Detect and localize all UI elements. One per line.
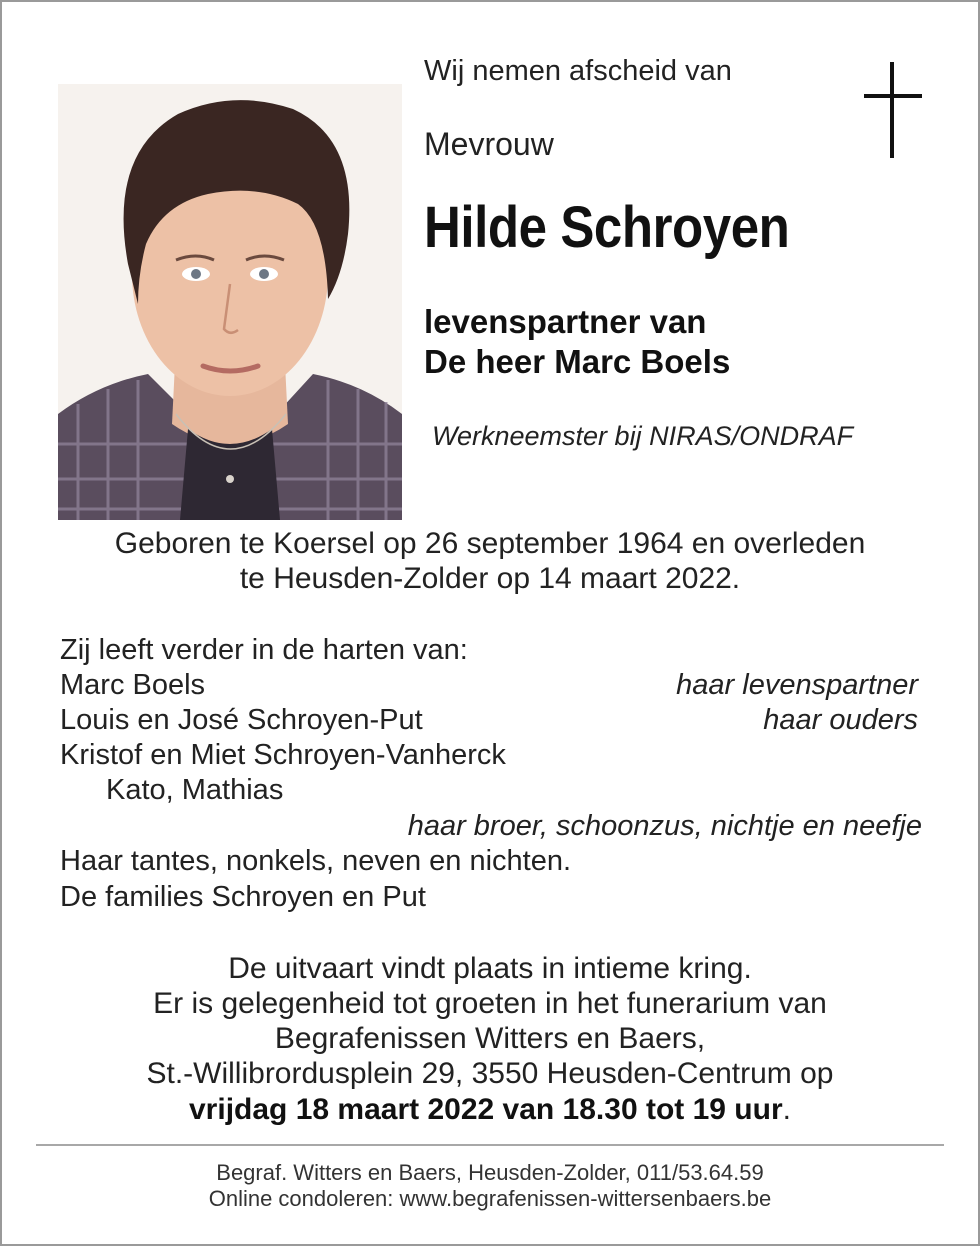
portrait-photo	[58, 84, 402, 520]
divider	[36, 1144, 944, 1146]
family-relation: haar broer, schoonzus, nichtje en neefje	[407, 810, 922, 842]
cross-icon	[864, 62, 922, 160]
death-line: te Heusden-Zolder op 14 maart 2022.	[239, 562, 741, 595]
honorific: Mevrouw	[424, 126, 554, 162]
mourners-heading: Zij leeft verder in de harten van:	[60, 634, 468, 666]
deceased-name: Hilde Schroyen	[424, 195, 790, 260]
footer-website: Online condoleren: www.begrafenissen-wittersenbaers.be	[208, 1186, 772, 1211]
mourner-row	[60, 704, 918, 740]
funeral-date-line	[0, 1093, 980, 1127]
family-line: Kristof en Miet Schroyen-Vanherck	[60, 739, 506, 771]
funeral-line-1: De uitvaart vindt plaats in intieme kring.	[228, 952, 752, 985]
mourner-row	[60, 669, 918, 705]
funeral-line-3: Begrafenissen Witters en Baers,	[274, 1022, 706, 1055]
mourner-relation: haar levenspartner	[676, 669, 918, 701]
intro-text: Wij nemen afscheid van	[424, 55, 732, 87]
footer-contact: Begraf. Witters en Baers, Heusden-Zolder, 011/53.64.59	[216, 1160, 764, 1185]
funeral-line-2: Er is gelegenheid tot groeten in het funerarium van	[153, 987, 827, 1020]
mourner-name: Marc Boels	[60, 669, 206, 701]
birth-line: Geboren te Koersel op 26 september 1964 en overleden	[114, 527, 866, 560]
mourner-relation: haar ouders	[763, 704, 918, 736]
occupation: Werkneemster bij NIRAS/ONDRAF	[432, 421, 854, 451]
families-line: De families Schroyen en Put	[60, 881, 426, 913]
mourner-name: Louis en José Schroyen-Put	[60, 704, 423, 736]
funeral-date-suffix: .	[782, 1093, 791, 1126]
funeral-address: St.-Willibrordusplein 29, 3550 Heusden-Centrum op	[146, 1057, 834, 1090]
children-line: Kato, Mathias	[106, 774, 284, 806]
funeral-date: vrijdag 18 maart 2022 van 18.30 tot 19 uur	[189, 1093, 783, 1126]
extended-family: Haar tantes, nonkels, neven en nichten.	[60, 845, 572, 877]
partner-label: levenspartner van	[424, 303, 707, 340]
partner-name: De heer Marc Boels	[424, 343, 731, 380]
